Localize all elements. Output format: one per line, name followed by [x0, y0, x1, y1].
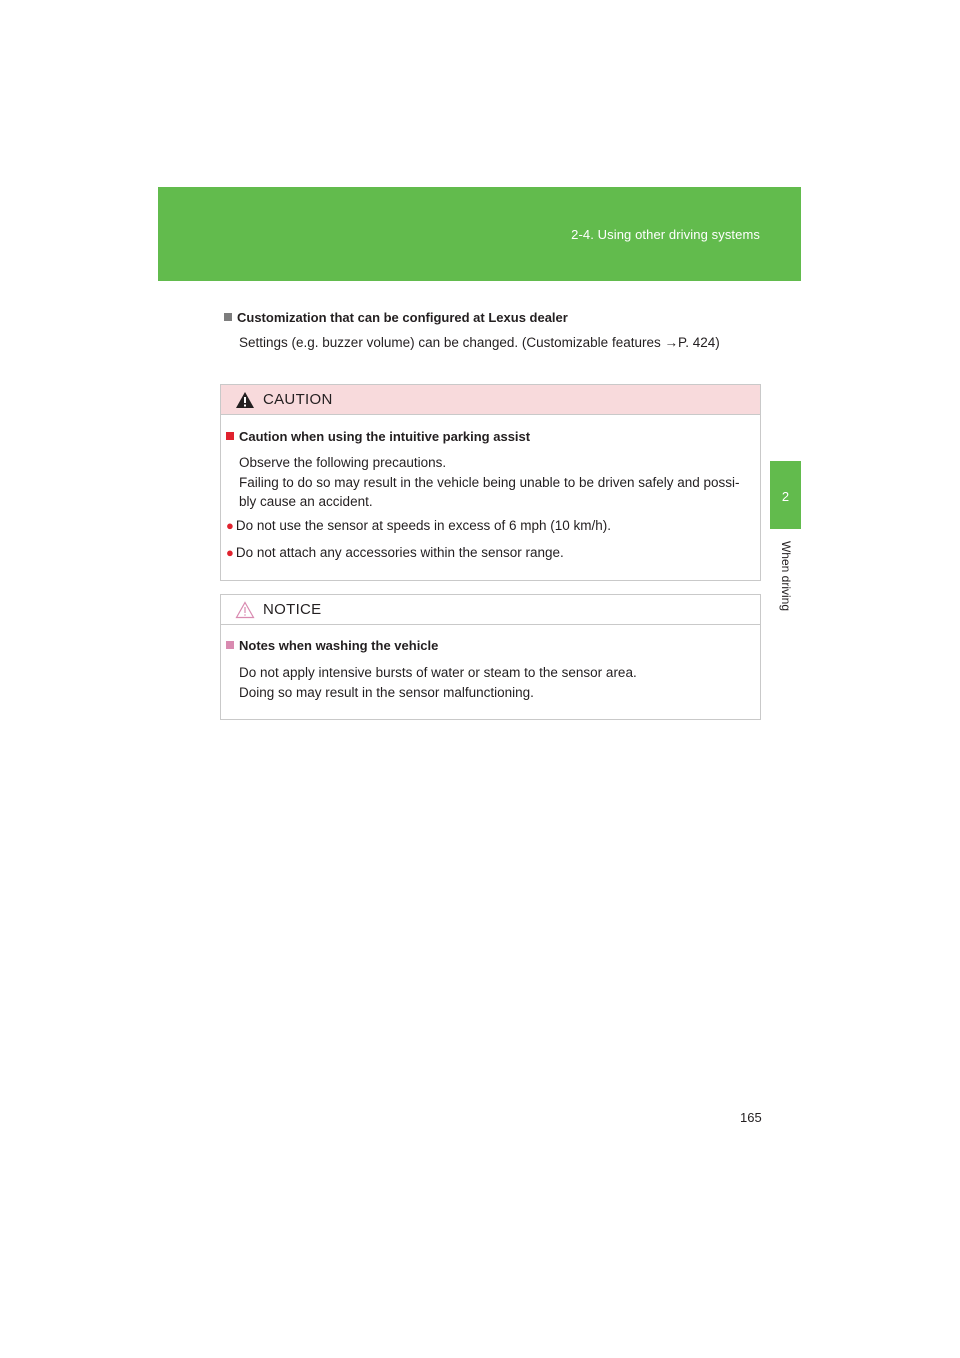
bullet-dot-icon: ●	[226, 545, 234, 560]
notice-subheading-text: Notes when washing the vehicle	[239, 638, 439, 653]
caution-bullet	[226, 545, 564, 560]
square-bullet-icon	[224, 313, 232, 321]
caution-text-line: Failing to do so may result in the vehicle being unable to be driven safely and possi-	[239, 474, 740, 490]
caution-bullet-text: Do not use the sensor at speeds in excess of 6 mph (10 km/h).	[235, 518, 612, 533]
section-header-bar	[158, 187, 801, 281]
page-number: 165	[740, 1110, 762, 1125]
notice-text	[239, 663, 755, 702]
caution-label: CAUTION	[263, 391, 333, 408]
notice-text-line: Doing so may result in the sensor malfunctioning.	[239, 684, 534, 700]
chapter-label: When driving	[779, 540, 793, 612]
caution-header	[221, 385, 760, 415]
customization-body: Settings (e.g. buzzer volume) can be changed. (Customizable features →P. 424)	[239, 335, 720, 350]
customization-heading	[224, 310, 568, 325]
notice-label: NOTICE	[263, 601, 322, 618]
customization-heading-text: Customization that can be configured at Lexus dealer	[237, 310, 568, 325]
notice-box	[220, 594, 761, 720]
chapter-number: 2	[781, 489, 790, 504]
notice-subheading	[226, 638, 438, 653]
section-title: 2-4. Using other driving systems	[571, 227, 760, 242]
caution-text	[239, 453, 755, 512]
notice-header	[221, 595, 760, 625]
caution-subheading-text: Caution when using the intuitive parking assist	[239, 429, 531, 444]
caution-subheading	[226, 429, 530, 444]
caution-bullet	[226, 518, 611, 533]
warning-outline-icon	[235, 601, 255, 619]
chapter-tab[interactable]	[770, 461, 801, 529]
warning-filled-icon	[235, 391, 255, 409]
caution-bullet-text: Do not attach any accessories within the sensor range.	[235, 545, 564, 560]
caution-text-line: bly cause an accident.	[239, 494, 373, 509]
notice-text-line: Do not apply intensive bursts of water or steam to the sensor area.	[239, 665, 637, 680]
square-bullet-icon	[226, 432, 234, 440]
square-bullet-icon	[226, 641, 234, 649]
caution-box	[220, 384, 761, 581]
caution-text-line: Observe the following precautions.	[239, 455, 447, 470]
bullet-dot-icon: ●	[226, 518, 234, 533]
